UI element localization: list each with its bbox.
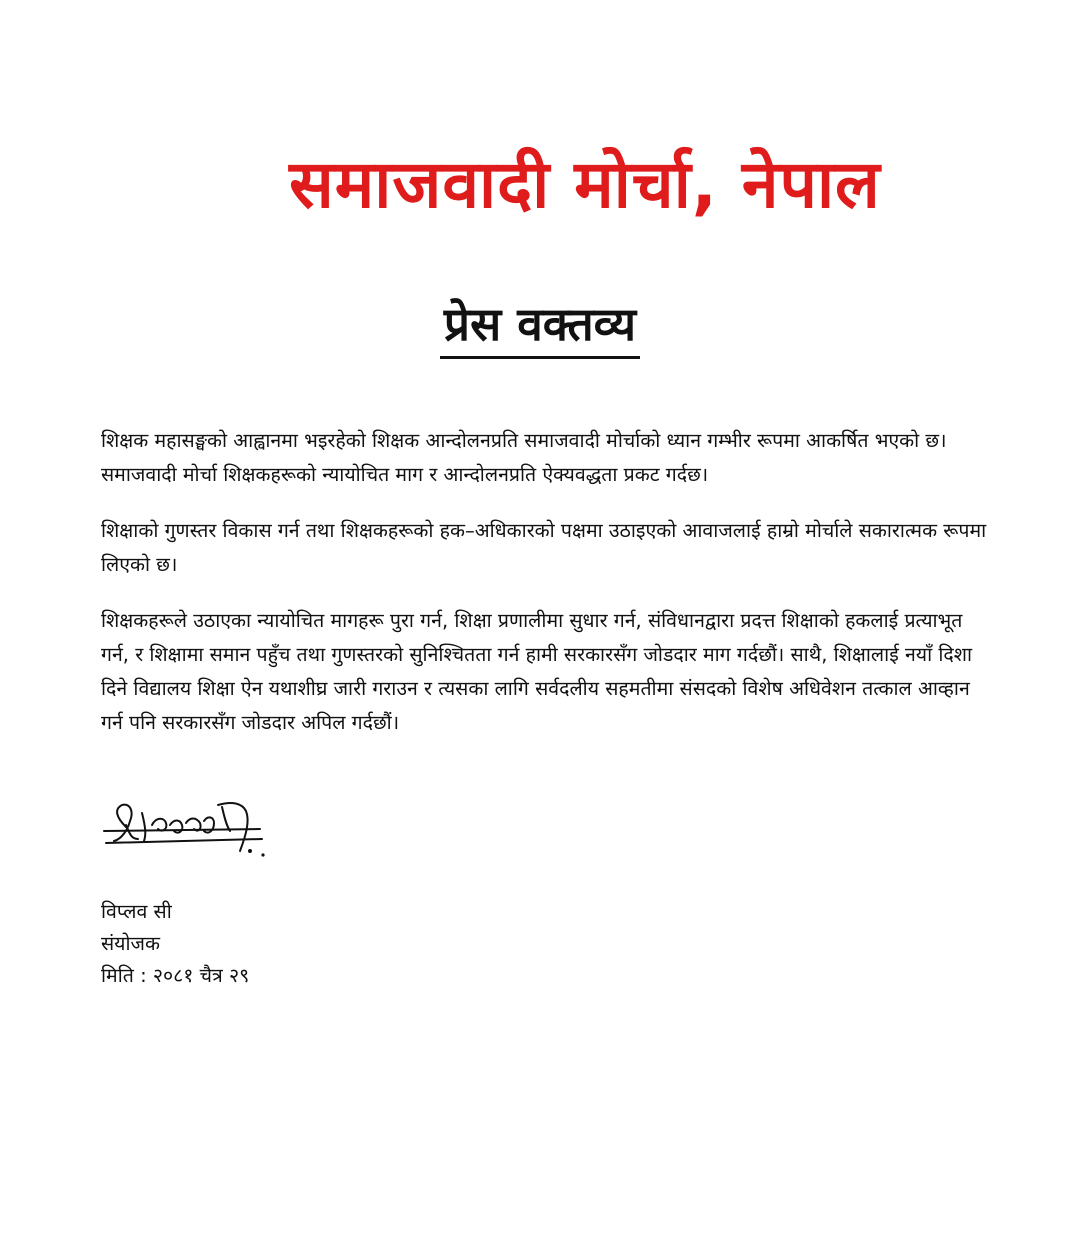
paragraph-1: शिक्षक महासङ्घको आह्वानमा भइरहेको शिक्षक आन्दोलनप्रति समाजवादी मोर्चाको ध्यान गम्भीर रूपमा आकर्षित भएको छ। समाजवादी मोर्चा शिक्षकहरूको न्यायोचित माग र आन्दोलनप्रति ऐक्यवद्धता प्रकट गर्दछ।: [101, 429, 947, 486]
statement-date: मिति : २०८१ चैत्र २९: [101, 964, 250, 987]
signatory-block: [101, 896, 249, 992]
signatory-title: संयोजक: [101, 932, 160, 955]
document-heading: प्रेस वक्तव्य: [440, 294, 640, 359]
statement-body: [101, 424, 991, 762]
paragraph-2: शिक्षाको गुणस्तर विकास गर्न तथा शिक्षकहरूको हक–अधिकारको पक्षमा उठाइएको आवाजलाई हाम्रो मोर्चाले सकारात्मक रूपमा लिएको छ।: [101, 519, 987, 576]
signature-image: [100, 795, 275, 875]
paragraph-3: शिक्षकहरूले उठाएका न्यायोचित मागहरू पुरा गर्न, शिक्षा प्रणालीमा सुधार गर्न, संविधानद्वारा प्रदत्त शिक्षाको हकलाई प्रत्याभूत गर्न, र शिक्षामा समान पहुँच तथा गुणस्तरको सुनिश्चितता गर्न हामी सरकारसँग जोडदार माग गर्दछौं। साथै, शिक्षालाई नयाँ दिशा दिने विद्यालय शिक्षा ऐन यथाशीघ्र जारी गराउन र त्यसका लागि सर्वदलीय सहमतीमा संसदको विशेष अधिवेशन तत्काल आव्हान गर्न पनि सरकारसँग जोडदार अपिल गर्दछौं।: [101, 609, 973, 734]
organization-title: समाजवादी मोर्चा, नेपाल: [289, 146, 881, 223]
heading-wrap: [0, 294, 1080, 359]
signatory-name: विप्लव सी: [101, 900, 172, 923]
